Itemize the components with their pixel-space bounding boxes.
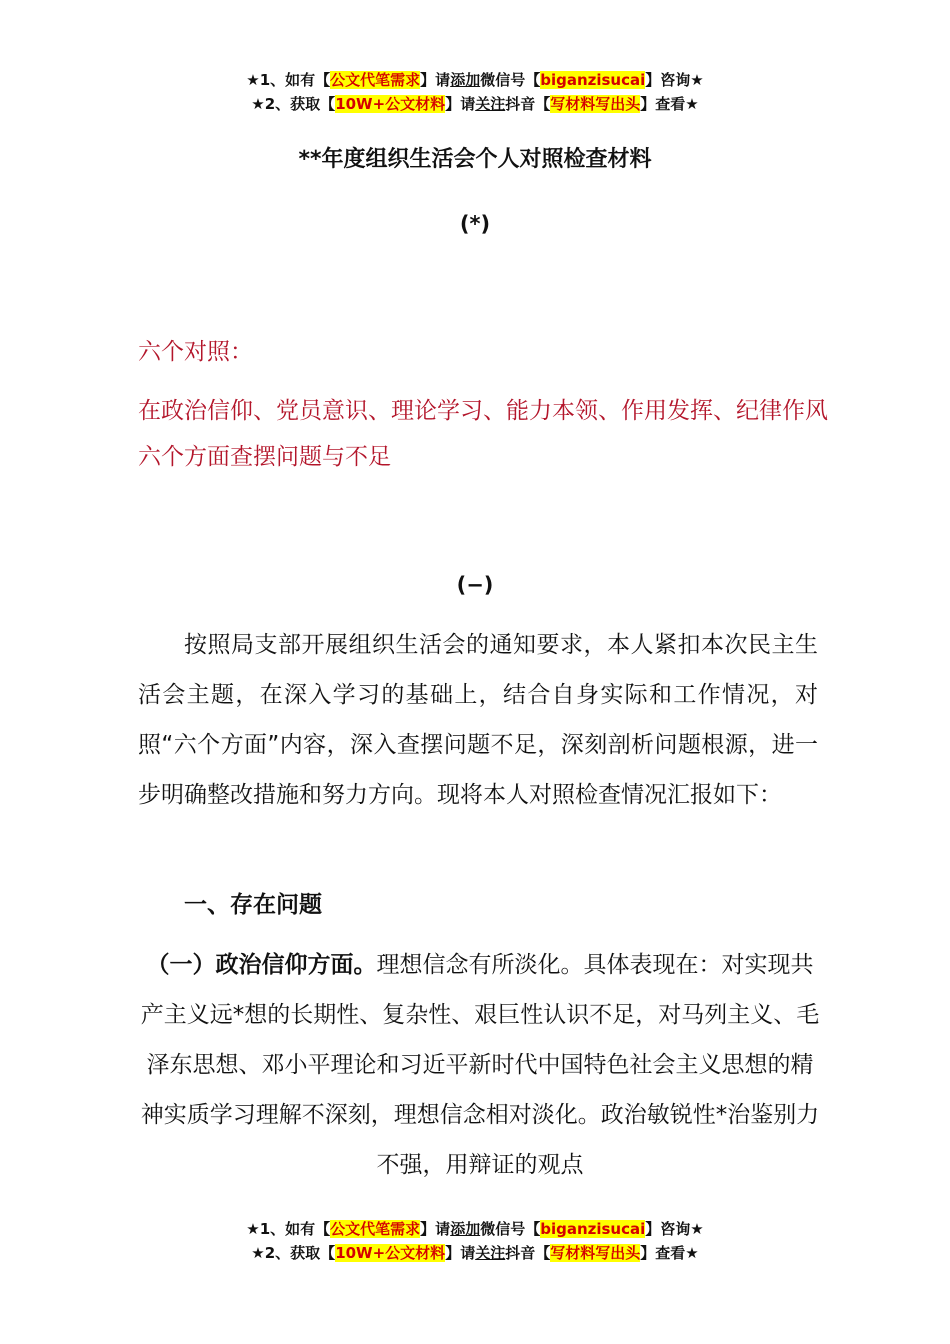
banner-text: 】咨询★ — [645, 1220, 704, 1238]
banner-underline: 关注 — [475, 95, 506, 113]
banner-text: 】请 — [445, 1244, 476, 1262]
banner-highlight: 公文代笔需求 — [330, 1220, 421, 1238]
banner-underline: 关注 — [475, 1244, 506, 1262]
document-title: **年度组织生活会个人对照检查材料 — [298, 147, 652, 172]
banner-underline: 添加 — [450, 1220, 481, 1238]
banner-text: 微信号【 — [480, 1220, 541, 1238]
banner-text: ★1、如有【 — [246, 71, 331, 89]
banner-text: 】查看★ — [640, 1244, 699, 1262]
banner-text: 抖音【 — [505, 95, 551, 113]
banner-text: 】查看★ — [640, 95, 699, 113]
banner-line-2 — [0, 1241, 950, 1265]
intro-paragraph: 按照局支部开展组织生活会的通知要求，本人紧扣本次民主生活会主题，在深入学习的基础上，结合自身实际和工作情况，对照“六个方面”内容，深入查摆问题不足，深刻剖析问题根源，进一步明确整改措施和努力方向。现将本人对照检查情况汇报如下： — [138, 632, 818, 808]
header-banner — [0, 68, 950, 116]
banner-text: ★1、如有【 — [246, 1220, 331, 1238]
banner-text: 】请 — [420, 71, 451, 89]
issue-paragraph — [140, 940, 820, 1190]
footer-banner — [0, 1217, 950, 1265]
issue-text: 理想信念有所淡化。具体表现在：对实现共产主义远*想的长期性、复杂性、艰巨性认识不足，对马列主义、毛泽东思想、邓小平理论和习近平新时代中国特色社会主义思想的精神实质学习理解不深刻，理想信念相对淡化。政治敏锐性*治鉴别力不强，用辩证的观点 — [140, 952, 820, 1178]
banner-underline: 添加 — [450, 71, 481, 89]
banner-highlight: biganzisucai — [540, 71, 646, 89]
banner-highlight: 公文代笔需求 — [330, 71, 421, 89]
banner-text: 抖音【 — [505, 1244, 551, 1262]
banner-highlight: 写材料写出头 — [550, 1244, 641, 1262]
banner-highlight: 10W+公文材料 — [335, 1244, 446, 1262]
banner-text: ★2、获取【 — [251, 1244, 336, 1262]
document-subtitle: (*) — [459, 212, 491, 236]
section-number: (−) — [456, 573, 494, 597]
banner-line-1 — [0, 1217, 950, 1241]
issue-heading: （一）政治信仰方面。 — [146, 952, 377, 978]
banner-text: 】咨询★ — [645, 71, 704, 89]
banner-text: ★2、获取【 — [251, 95, 336, 113]
banner-line-2 — [0, 92, 950, 116]
six-comparisons-text: 在政治信仰、党员意识、理论学习、能力本领、作用发挥、纪律作风六个方面查摆问题与不足 — [138, 398, 828, 470]
banner-highlight: 10W+公文材料 — [335, 95, 446, 113]
six-comparisons-label: 六个对照： — [138, 339, 253, 365]
banner-highlight: 写材料写出头 — [550, 95, 641, 113]
section-heading: 一、存在问题 — [184, 892, 322, 918]
banner-highlight: biganzisucai — [540, 1220, 646, 1238]
banner-line-1 — [0, 68, 950, 92]
banner-text: 】请 — [420, 1220, 451, 1238]
banner-text: 】请 — [445, 95, 476, 113]
banner-text: 微信号【 — [480, 71, 541, 89]
